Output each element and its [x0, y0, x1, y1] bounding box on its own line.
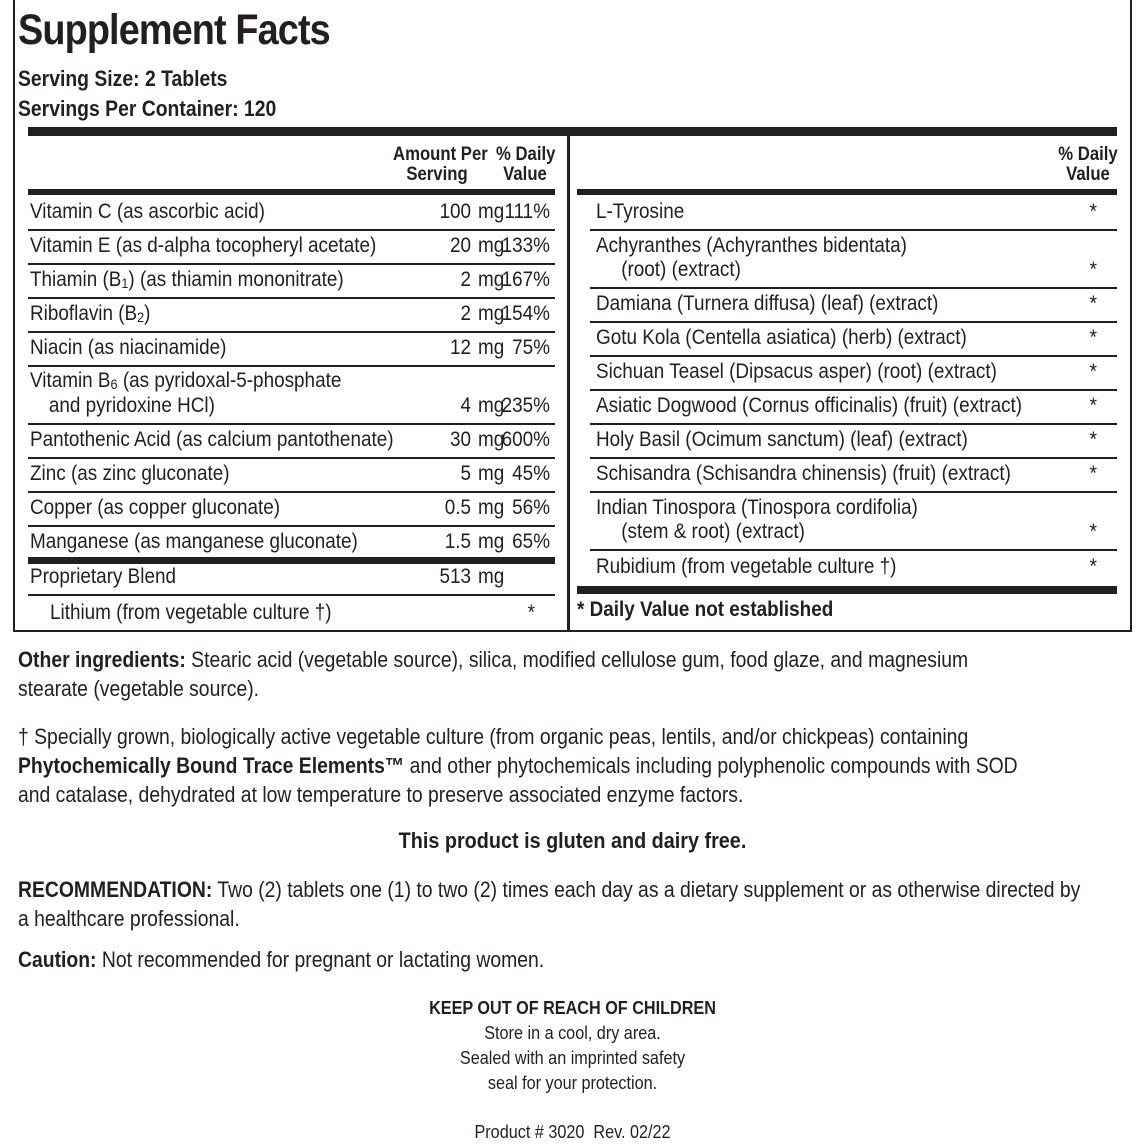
blend-thick-rule — [28, 557, 555, 564]
daily-value: 45% — [512, 462, 550, 485]
text-line — [18, 751, 1118, 780]
unit: mg — [478, 496, 505, 519]
culture-note — [18, 722, 1118, 809]
ingredient-name: Sichuan Teasel (Dipsacus asper) (root) (extract) — [596, 360, 997, 383]
amount: 100 — [439, 200, 471, 223]
daily-value: 167% — [501, 268, 550, 291]
unit: mg — [478, 268, 505, 291]
other-ingredients — [18, 645, 1118, 703]
text-part: Stearic acid (vegetable source), silica, modified cellulose gum, food glaze, and magnesium — [185, 647, 969, 672]
serving-size: Serving Size: 2 Tablets — [18, 66, 228, 91]
daily-value: * — [1089, 200, 1097, 223]
gluten-dairy-statement: This product is gluten and dairy free. — [398, 828, 747, 853]
amount: 30 — [449, 428, 471, 451]
daily-value: 111% — [504, 200, 550, 223]
table-row — [590, 231, 1117, 289]
daily-value: * — [1089, 258, 1097, 281]
ingredient-name: L-Tyrosine — [596, 200, 685, 223]
blend-item-row — [28, 596, 555, 630]
trademark-name: Phytochemically Bound Trace Elements™ — [18, 753, 405, 778]
nutrient-name: Niacin (as niacinamide) — [30, 336, 227, 359]
daily-value-header-right — [1056, 145, 1119, 185]
ingredient-name: Asiatic Dogwood (Cornus officinalis) (fruit) (extract) — [596, 394, 1023, 417]
amount-per-serving-header — [393, 144, 488, 185]
right-header-rule — [577, 189, 1117, 195]
unit: mg — [478, 428, 505, 451]
ingredient-name: Damiana (Turnera diffusa) (leaf) (extract) — [596, 292, 939, 315]
blend-name: Proprietary Blend — [30, 565, 177, 588]
name-line: Indian Tinospora (Tinospora cordifolia) — [596, 496, 918, 519]
daily-value: 154% — [501, 302, 550, 325]
name-part: ) — [144, 302, 151, 325]
bottom-thick-rule — [577, 586, 1117, 594]
header-line: Amount Per — [393, 144, 488, 165]
text-part: Two (2) tablets one (1) to two (2) times each day as a dietary supplement or as otherwise directed by — [212, 877, 1081, 902]
ingredient-name: Holy Basil (Ocimum sanctum) (leaf) (extract) — [596, 428, 968, 451]
text-line: stearate (vegetable source). — [18, 676, 260, 701]
servings-per-container: Servings Per Container: 120 — [18, 96, 277, 121]
name-part: (as pyridoxal-5-phosphate — [117, 369, 342, 392]
table-row — [28, 231, 555, 265]
daily-value: * — [1089, 462, 1097, 485]
text-line — [18, 875, 1118, 904]
nutrient-name — [30, 302, 150, 326]
ingredient-name — [596, 234, 907, 282]
caution-label: Caution: — [18, 947, 97, 972]
table-row — [590, 357, 1117, 391]
nutrient-name: Vitamin E (as d-alpha tocopheryl acetate) — [30, 234, 377, 257]
name-line: Achyranthes (Achyranthes bidentata) — [596, 234, 907, 257]
unit: mg — [478, 234, 505, 257]
name-subscript: 1 — [121, 275, 129, 291]
daily-value: 75% — [512, 336, 550, 359]
amount: 20 — [449, 234, 471, 257]
text-line — [18, 945, 1118, 974]
table-row — [28, 493, 555, 527]
storage-line: seal for your protection. — [487, 1073, 658, 1093]
unit: mg — [478, 530, 505, 553]
caution — [18, 945, 1118, 974]
daily-value: * — [1089, 394, 1097, 417]
unit: mg — [478, 462, 505, 485]
daily-value: * — [1089, 292, 1097, 315]
nutrient-name: Vitamin C (as ascorbic acid) — [30, 200, 265, 223]
daily-value: 133% — [501, 234, 550, 257]
proprietary-blend-row — [28, 564, 555, 596]
column-divider — [567, 135, 570, 630]
storage-heading: KEEP OUT OF REACH OF CHILDREN — [429, 998, 716, 1018]
name-line: (stem & root) (extract) — [621, 520, 805, 543]
header-line: % Daily — [495, 144, 556, 165]
table-row — [590, 425, 1117, 459]
daily-value: 235% — [501, 394, 550, 417]
blend-unit: mg — [478, 565, 505, 588]
header-line: % Daily — [1058, 144, 1118, 165]
recommendation-label: RECOMMENDATION: — [18, 877, 213, 902]
daily-value: * — [1089, 360, 1097, 383]
recommendation — [18, 875, 1118, 933]
blend-amount: 513 — [439, 565, 471, 588]
ingredient-name — [596, 496, 918, 544]
name-subscript: 2 — [137, 309, 145, 325]
table-row — [590, 459, 1117, 493]
table-row — [28, 197, 555, 231]
text-part: Not recommended for pregnant or lactating women. — [96, 947, 545, 972]
other-ingredients-label: Other ingredients: — [18, 647, 186, 672]
amount: 12 — [449, 336, 471, 359]
table-row — [28, 527, 555, 557]
table-row — [590, 493, 1117, 551]
daily-value: * — [1089, 555, 1097, 578]
name-part: Riboflavin (B — [30, 302, 138, 325]
table-row — [590, 197, 1117, 231]
table-row — [590, 289, 1117, 323]
left-header-rule — [28, 189, 555, 195]
header-line: Serving — [406, 164, 468, 185]
nutrient-name — [30, 268, 344, 292]
blend-item-name: Lithium (from vegetable culture †) — [50, 601, 332, 624]
top-thick-rule — [28, 127, 1117, 136]
panel-title: Supplement Facts — [18, 6, 330, 54]
unit: mg — [478, 302, 505, 325]
name-line — [30, 369, 341, 394]
text-line: a healthcare professional. — [18, 906, 240, 931]
name-subscript: 6 — [110, 376, 118, 392]
table-row — [28, 333, 555, 367]
amount: 1.5 — [444, 530, 471, 553]
table-row — [590, 323, 1117, 357]
amount: 2 — [460, 268, 471, 291]
amount: 0.5 — [444, 496, 471, 519]
daily-value: 600% — [501, 428, 550, 451]
table-row — [28, 425, 555, 459]
amount: 4 — [460, 394, 471, 417]
ingredient-name: Gotu Kola (Centella asiatica) (herb) (extract) — [596, 326, 967, 349]
nutrient-name: Manganese (as manganese gluconate) — [30, 530, 358, 553]
storage-line: Sealed with an imprinted safety — [459, 1048, 686, 1068]
daily-value: * — [1089, 428, 1097, 451]
daily-value-header-left — [496, 145, 554, 185]
ingredient-name: Schisandra (Schisandra chinensis) (fruit) (extract) — [596, 462, 1011, 485]
name-line: and pyridoxine HCl) — [48, 394, 215, 417]
header-line: Value — [1066, 164, 1110, 185]
ingredient-name: Rubidium (from vegetable culture †) — [596, 555, 897, 578]
name-part: ) (as thiamin mononitrate) — [128, 268, 344, 291]
name-part: Vitamin B — [30, 369, 111, 392]
nutrient-name — [30, 369, 341, 418]
daily-value: * — [527, 601, 535, 624]
daily-value: * — [1089, 326, 1097, 349]
table-row — [28, 265, 555, 299]
text-part: and other phytochemicals including polyphenolic compounds with SOD — [404, 753, 1018, 778]
table-row — [28, 459, 555, 493]
amount: 5 — [460, 462, 471, 485]
amount: 2 — [460, 302, 471, 325]
daily-value: * — [1089, 520, 1097, 543]
table-row — [28, 299, 555, 333]
header-line: Value — [503, 164, 547, 185]
table-row — [590, 551, 1117, 583]
table-row — [28, 367, 555, 425]
daily-value: 65% — [512, 530, 550, 553]
unit: mg — [478, 200, 505, 223]
table-row — [590, 391, 1117, 425]
text-line: † Specially grown, biologically active vegetable culture (from organic peas, lentils, and/or chickpeas) containing — [18, 724, 969, 749]
nutrient-name: Copper (as copper gluconate) — [30, 496, 281, 519]
product-code: Product # 3020 Rev. 02/22 — [474, 1122, 671, 1142]
text-line: and catalase, dehydrated at low temperature to preserve associated enzyme factors. — [18, 782, 744, 807]
daily-value: 56% — [512, 496, 550, 519]
text-line — [18, 645, 1118, 674]
name-line: (root) (extract) — [621, 258, 741, 281]
nutrient-name: Zinc (as zinc gluconate) — [30, 462, 230, 485]
storage-line: Store in a cool, dry area. — [484, 1023, 661, 1043]
nutrient-name: Pantothenic Acid (as calcium pantothenate) — [30, 428, 394, 451]
unit: mg — [478, 394, 505, 417]
name-part: Thiamin (B — [30, 268, 122, 291]
daily-value-footnote: * Daily Value not established — [577, 598, 834, 621]
unit: mg — [478, 336, 505, 359]
